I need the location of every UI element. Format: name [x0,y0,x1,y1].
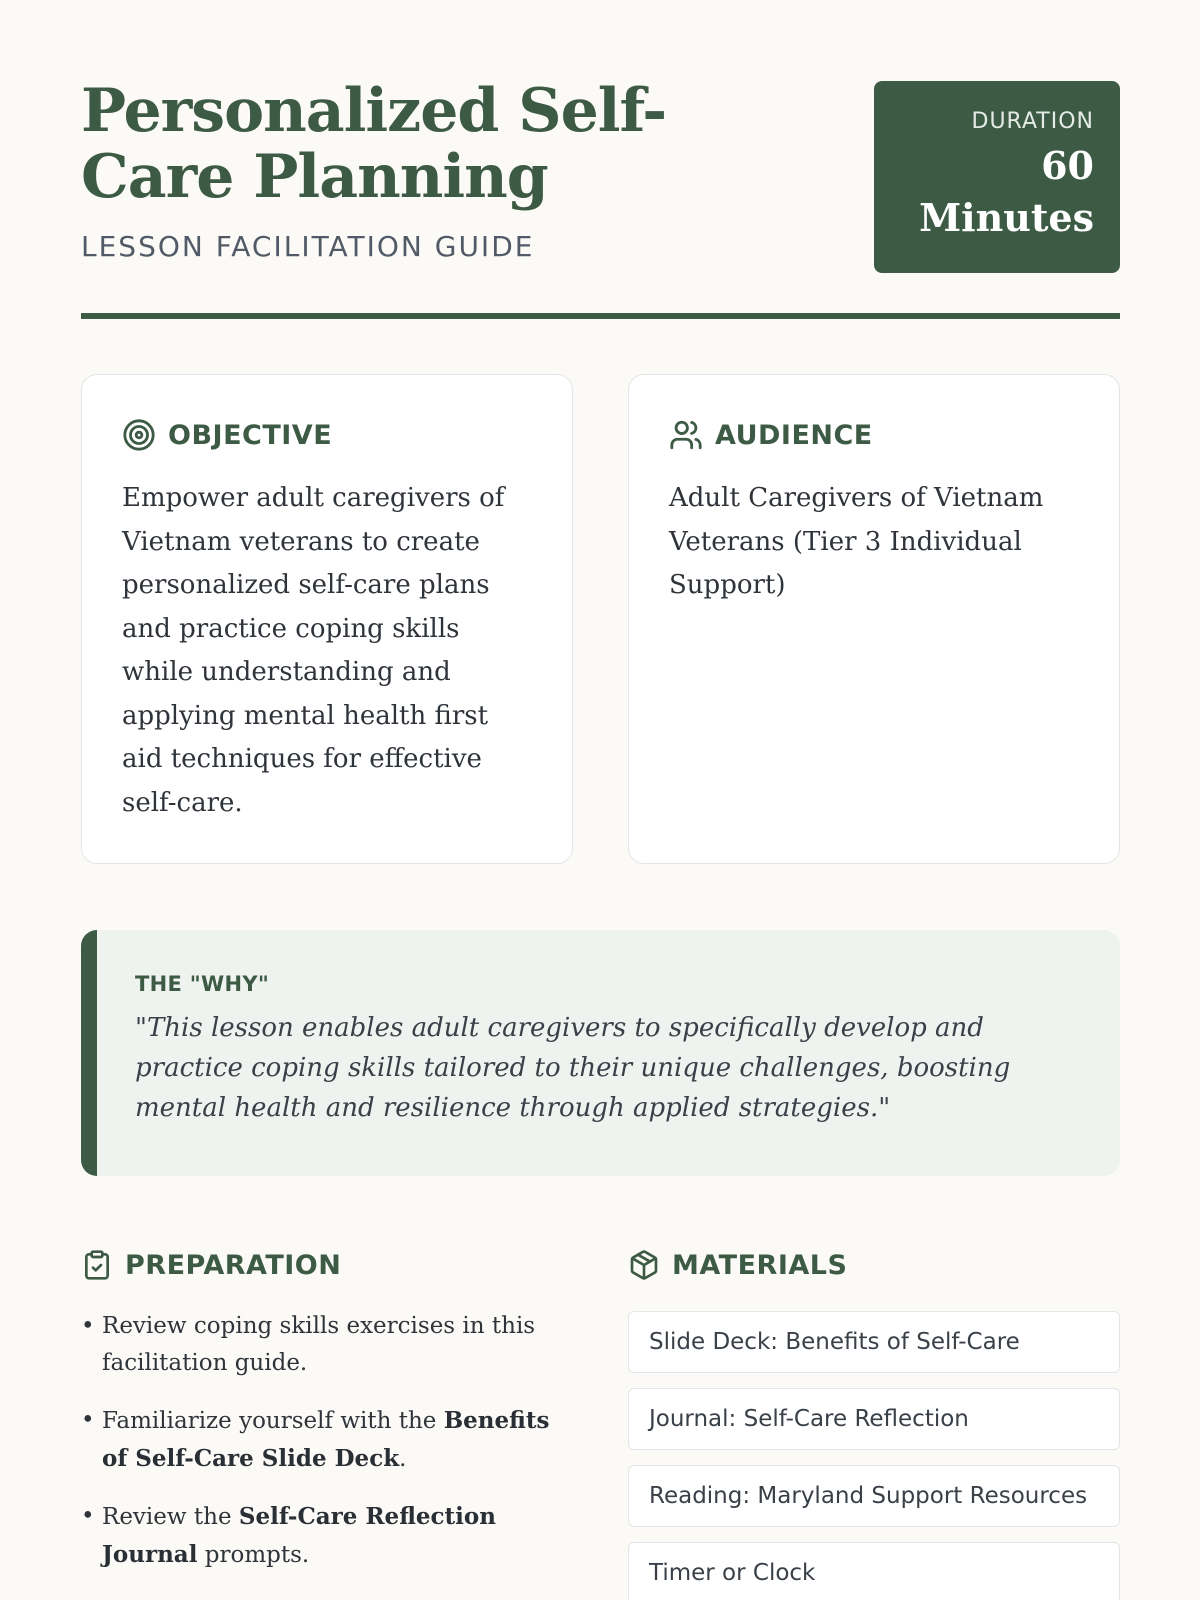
clipboard-check-icon [81,1249,113,1281]
materials-title: MATERIALS [672,1249,848,1281]
users-icon [669,418,703,452]
objective-text: Empower adult caregivers of Vietnam veterans to create personalized self-care plans and practice coping skills while understanding and applying mental health first aid techniques for effective self-care. [122,483,505,818]
material-item: Slide Deck: Benefits of Self-Care [628,1311,1120,1373]
page-header [81,78,1120,318]
materials-list [628,1311,1120,1600]
duration-value: 60 Minutes [919,143,1094,240]
preparation-list [81,1308,573,1594]
audience-title: AUDIENCE [715,419,873,451]
package-icon [628,1249,660,1281]
audience-text: Adult Caregivers of Vietnam Veterans (Tier 3 Individual Support) [669,483,1044,600]
prep-item-text: Familiarize yourself with the [102,1408,444,1434]
prep-item-text: Review the [102,1504,239,1530]
header-divider [81,313,1120,319]
preparation-header [81,1245,341,1285]
material-item: Timer or Clock [628,1542,1120,1600]
target-icon [122,418,156,452]
objective-card [81,374,573,864]
list-item [81,1308,573,1382]
audience-card [628,374,1120,864]
prep-item-text: . [399,1446,407,1472]
objective-header [122,413,532,457]
page-subtitle: LESSON FACILITATION GUIDE [81,230,535,263]
page-title: Personalized Self-Care Planning [81,76,667,212]
why-callout [81,930,1120,1176]
material-item: Journal: Self-Care Reflection [628,1388,1120,1450]
prep-item-text: Review coping skills exercises in this facilitation guide. [102,1313,536,1376]
prep-item-text: prompts. [197,1542,310,1568]
why-quote: "This lesson enables adult caregivers to specifically develop and practice coping skills tailored to their unique challenges, boosting mental health and resilience through applied strategies." [135,1013,1011,1123]
audience-header [669,413,1079,457]
materials-header [628,1245,847,1285]
preparation-title: PREPARATION [125,1249,342,1281]
duration-label: DURATION [971,109,1094,134]
material-item: Reading: Maryland Support Resources [628,1465,1120,1527]
prep-item-emphasis: Benefits of Self-Care Slide Deck [102,1407,550,1472]
objective-title: OBJECTIVE [168,419,333,451]
duration-box [874,81,1120,273]
prep-item-emphasis: Self-Care Reflection Journal [102,1503,496,1568]
list-item [81,1402,573,1478]
why-label: THE "WHY" [135,972,270,996]
list-item [81,1498,573,1574]
